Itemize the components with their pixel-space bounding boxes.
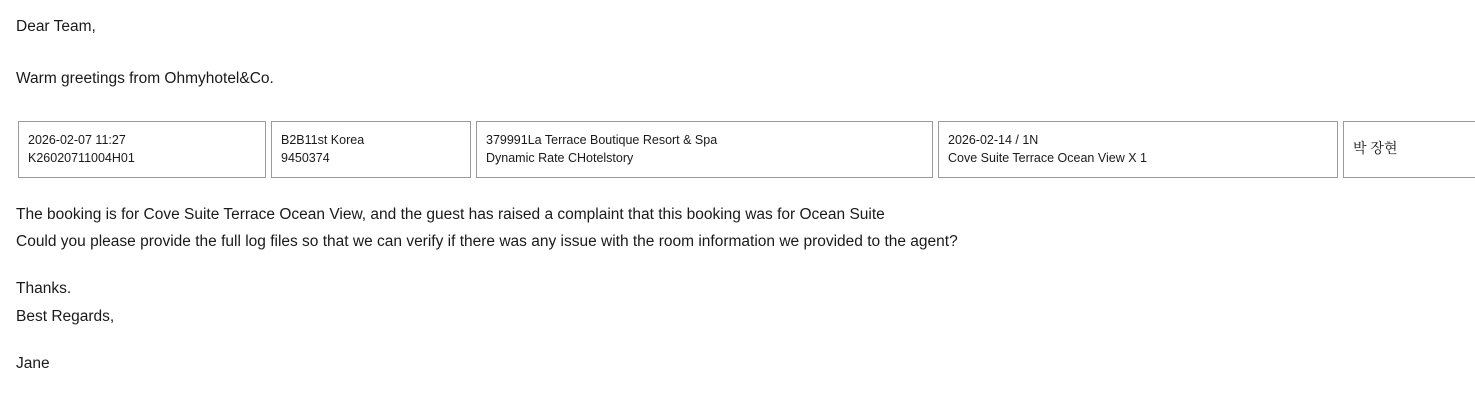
body-paragraph [16, 207, 1459, 251]
booking-details-table [13, 121, 1475, 178]
closing-line-2: Best Regards, [16, 307, 115, 325]
closing-paragraph [16, 281, 1459, 325]
table-row [18, 121, 1475, 178]
intro-text: Warm greetings from Ohmyhotel&Co. [16, 70, 274, 88]
channel-cell [271, 121, 471, 178]
stay-cell [938, 121, 1338, 178]
stay-dates: 2026-02-14 / 1N [948, 132, 1039, 147]
guest-name: 박 장현 [1353, 139, 1398, 156]
greeting-text: Dear Team, [16, 18, 96, 35]
booking-reference: K26020711004H01 [28, 150, 135, 165]
signature-text: Jane [16, 354, 50, 372]
body-line-1: The booking is for Cove Suite Terrace Ocean View, and the guest has raised a complaint that this booking was for Ocean Suite [16, 205, 885, 223]
property-name: 379991La Terrace Boutique Resort & Spa [486, 132, 718, 147]
closing-line-1: Thanks. [16, 280, 72, 298]
room-type: Cove Suite Terrace Ocean View X 1 [948, 150, 1147, 165]
guest-cell [1343, 121, 1475, 178]
booking-datetime: 2026-02-07 11:27 [28, 132, 126, 147]
body-line-2: Could you please provide the full log files so that we can verify if there was any issue with the room information we provided to the agent? [16, 233, 958, 251]
channel-name: B2B11st Korea [281, 132, 365, 147]
channel-booking-id: 9450374 [281, 150, 330, 165]
booking-date-cell [18, 121, 266, 178]
property-cell [476, 121, 933, 178]
rate-plan: Dynamic Rate CHotelstory [486, 150, 634, 165]
